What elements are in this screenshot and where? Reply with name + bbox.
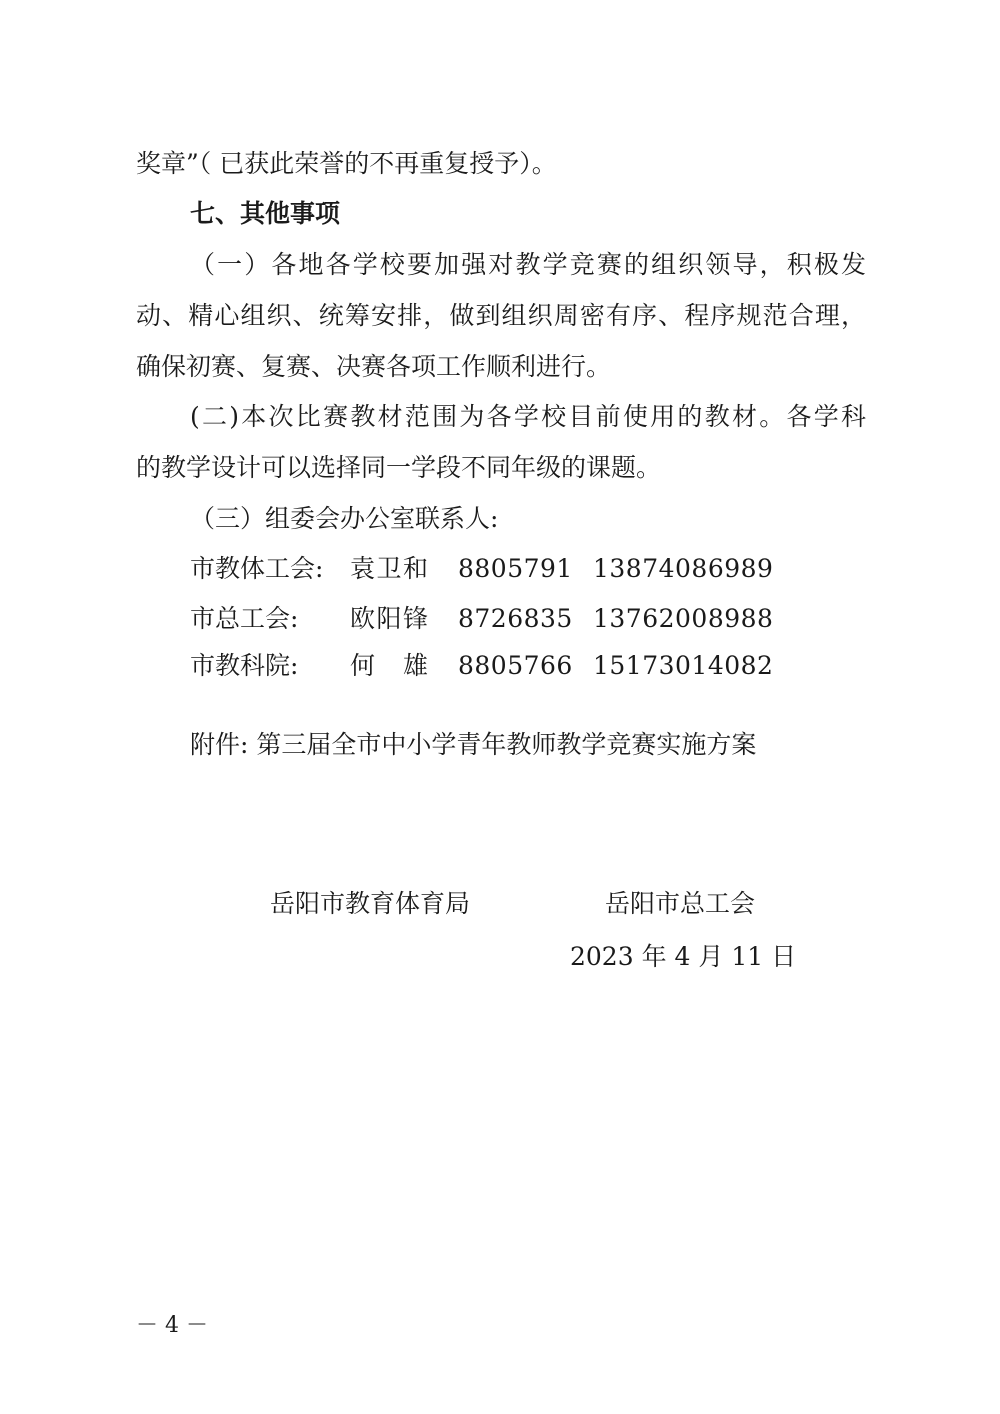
- issuer-education-bureau: 岳阳市教育体育局: [270, 889, 471, 918]
- item3-line1: （三）组委会办公室联系人:: [190, 504, 499, 533]
- contact-phone: 8726835: [458, 604, 573, 633]
- contact-phone: 8805766: [458, 651, 573, 680]
- item1-line1: （一）各地各学校要加强对教学竞赛的组织领导，积极发: [190, 250, 866, 279]
- item1-line2: 动、精心组织、统筹安排，做到组织周密有序、程序规范合理，: [136, 301, 866, 330]
- contact-name: 欧阳锋: [350, 604, 428, 633]
- section-heading: 七、其他事项: [190, 199, 341, 228]
- item2-line1: (二)本次比赛教材范围为各学校目前使用的教材。各学科: [190, 402, 866, 431]
- issue-date: 2023 年 4 月 11 日: [570, 942, 797, 971]
- paragraph-line-continuation: 奖章”（ 已获此荣誉的不再重复授予）。: [136, 149, 557, 178]
- contact-org: 市总工会:: [190, 604, 299, 633]
- item1-line3: 确保初赛、复赛、决赛各项工作顺利进行。: [136, 352, 612, 381]
- contact-phone: 8805791: [458, 554, 573, 583]
- item2-line2: 的教学设计可以选择同一学段不同年级的课题。: [136, 453, 662, 482]
- page-number: － 4 －: [136, 1313, 208, 1338]
- contact-mobile: 13874086989: [593, 554, 774, 583]
- contact-name: 袁卫和: [350, 554, 428, 583]
- issuer-trade-union: 岳阳市总工会: [605, 889, 756, 918]
- contact-mobile: 15173014082: [593, 651, 774, 680]
- contact-org: 市教体工会:: [190, 554, 324, 583]
- contact-name: 何雄: [350, 651, 428, 680]
- attachment-note: 附件: 第三届全市中小学青年教师教学竞赛实施方案: [190, 730, 757, 759]
- contact-org: 市教科院:: [190, 651, 299, 680]
- contact-mobile: 13762008988: [593, 604, 774, 633]
